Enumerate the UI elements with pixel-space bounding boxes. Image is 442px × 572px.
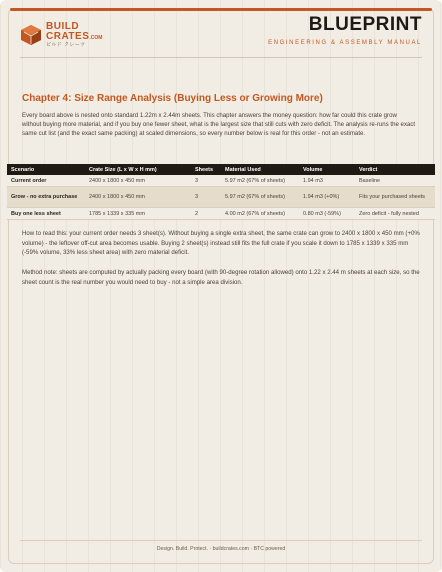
- col-material-used: Material Used: [221, 164, 299, 175]
- cell-volume: 1.94 m3: [299, 175, 355, 187]
- cell-scenario: Current order: [7, 175, 85, 187]
- table-row: [7, 187, 435, 208]
- header-divider: [20, 57, 422, 58]
- how-to-read-paragraph: How to read this: your current order needs 3 sheet(s). Without buying a single extra sheet, the same crate can grow to 2400 x 1800 x 450 mm (+0% volume) - the leftover off-cut area becomes usable. Buying 2 sheet(s) instead still fits the full crate if you scale it down to 1785 x 1339 x 335 mm (-59% volume, 33% less sheet area) with zero material deficit.: [22, 230, 420, 257]
- intro-paragraph: Every board above is nested onto standard 1.22m x 2.44m sheets. This chapter answers the money question: how far could this crate grow without buying more material, and if you buy one fewer sheet, what is the largest size that still cuts with zero deficit. The analysis re-runs the exact same cut list (and the exact same packing) at scaled dimensions, so every number below is real for this order - not an estimate.: [22, 112, 416, 138]
- table-header-row: [7, 164, 435, 175]
- col-volume: Volume: [299, 164, 355, 175]
- logo-word-crates: [46, 32, 102, 42]
- cell-crate-size: 1785 x 1339 x 335 mm: [85, 208, 191, 220]
- cell-sheets: 3: [191, 175, 221, 187]
- document-title: BLUEPRINT: [308, 14, 422, 35]
- cell-material-used: 4.00 m2 (67% of sheets): [221, 208, 299, 220]
- cell-volume: 1.94 m3 (+0%): [299, 187, 355, 208]
- logo-domain: .COM: [89, 35, 103, 41]
- logo-word-crates-text: CRATES: [46, 31, 90, 42]
- cell-sheets: 2: [191, 208, 221, 220]
- col-sheets: Sheets: [191, 164, 221, 175]
- logo-japanese: ビルド クレーツ: [46, 42, 86, 48]
- col-verdict: Verdict: [355, 164, 435, 175]
- footer-text: Design. Build. Protect. · buildcrates.com · BTC powered: [156, 546, 286, 552]
- cell-sheets: 3: [191, 187, 221, 208]
- brand-logo[interactable]: [20, 22, 102, 48]
- cell-material-used: 5.97 m2 (67% of sheets): [221, 187, 299, 208]
- table-row: [7, 175, 435, 187]
- document-subtitle: ENGINEERING & ASSEMBLY MANUAL: [268, 40, 422, 46]
- cell-scenario: Buy one less sheet: [7, 208, 85, 220]
- chapter-title: Chapter 4: Size Range Analysis (Buying Less or Growing More): [22, 93, 323, 104]
- crate-logo-icon: [20, 24, 42, 46]
- col-crate-size: Crate Size (L x W x H mm): [85, 164, 191, 175]
- cell-crate-size: 2400 x 1800 x 450 mm: [85, 175, 191, 187]
- cell-material-used: 5.97 m2 (67% of sheets): [221, 175, 299, 187]
- cell-verdict: Zero deficit - fully nested: [355, 208, 435, 220]
- cell-scenario: Grow - no extra purchase: [7, 187, 85, 208]
- table-row: [7, 208, 435, 220]
- cell-volume: 0.80 m3 (-59%): [299, 208, 355, 220]
- logo-word-build: BUILD: [46, 21, 80, 32]
- cell-crate-size: 2400 x 1800 x 450 mm: [85, 187, 191, 208]
- top-accent-rule: [10, 8, 432, 11]
- cell-verdict: Baseline: [355, 175, 435, 187]
- size-range-table: [7, 164, 435, 220]
- col-scenario: Scenario: [7, 164, 85, 175]
- cell-verdict: Fits your purchased sheets: [355, 187, 435, 208]
- method-note-paragraph: Method note: sheets are computed by actually packing every board (with 90-degree rotation allowed) onto 1.22 x 2.44 m sheets at each size, so the sheet count is the real number you would need to buy - not a simple area division.: [22, 269, 420, 286]
- header: [20, 12, 422, 54]
- footer-divider: [20, 540, 422, 541]
